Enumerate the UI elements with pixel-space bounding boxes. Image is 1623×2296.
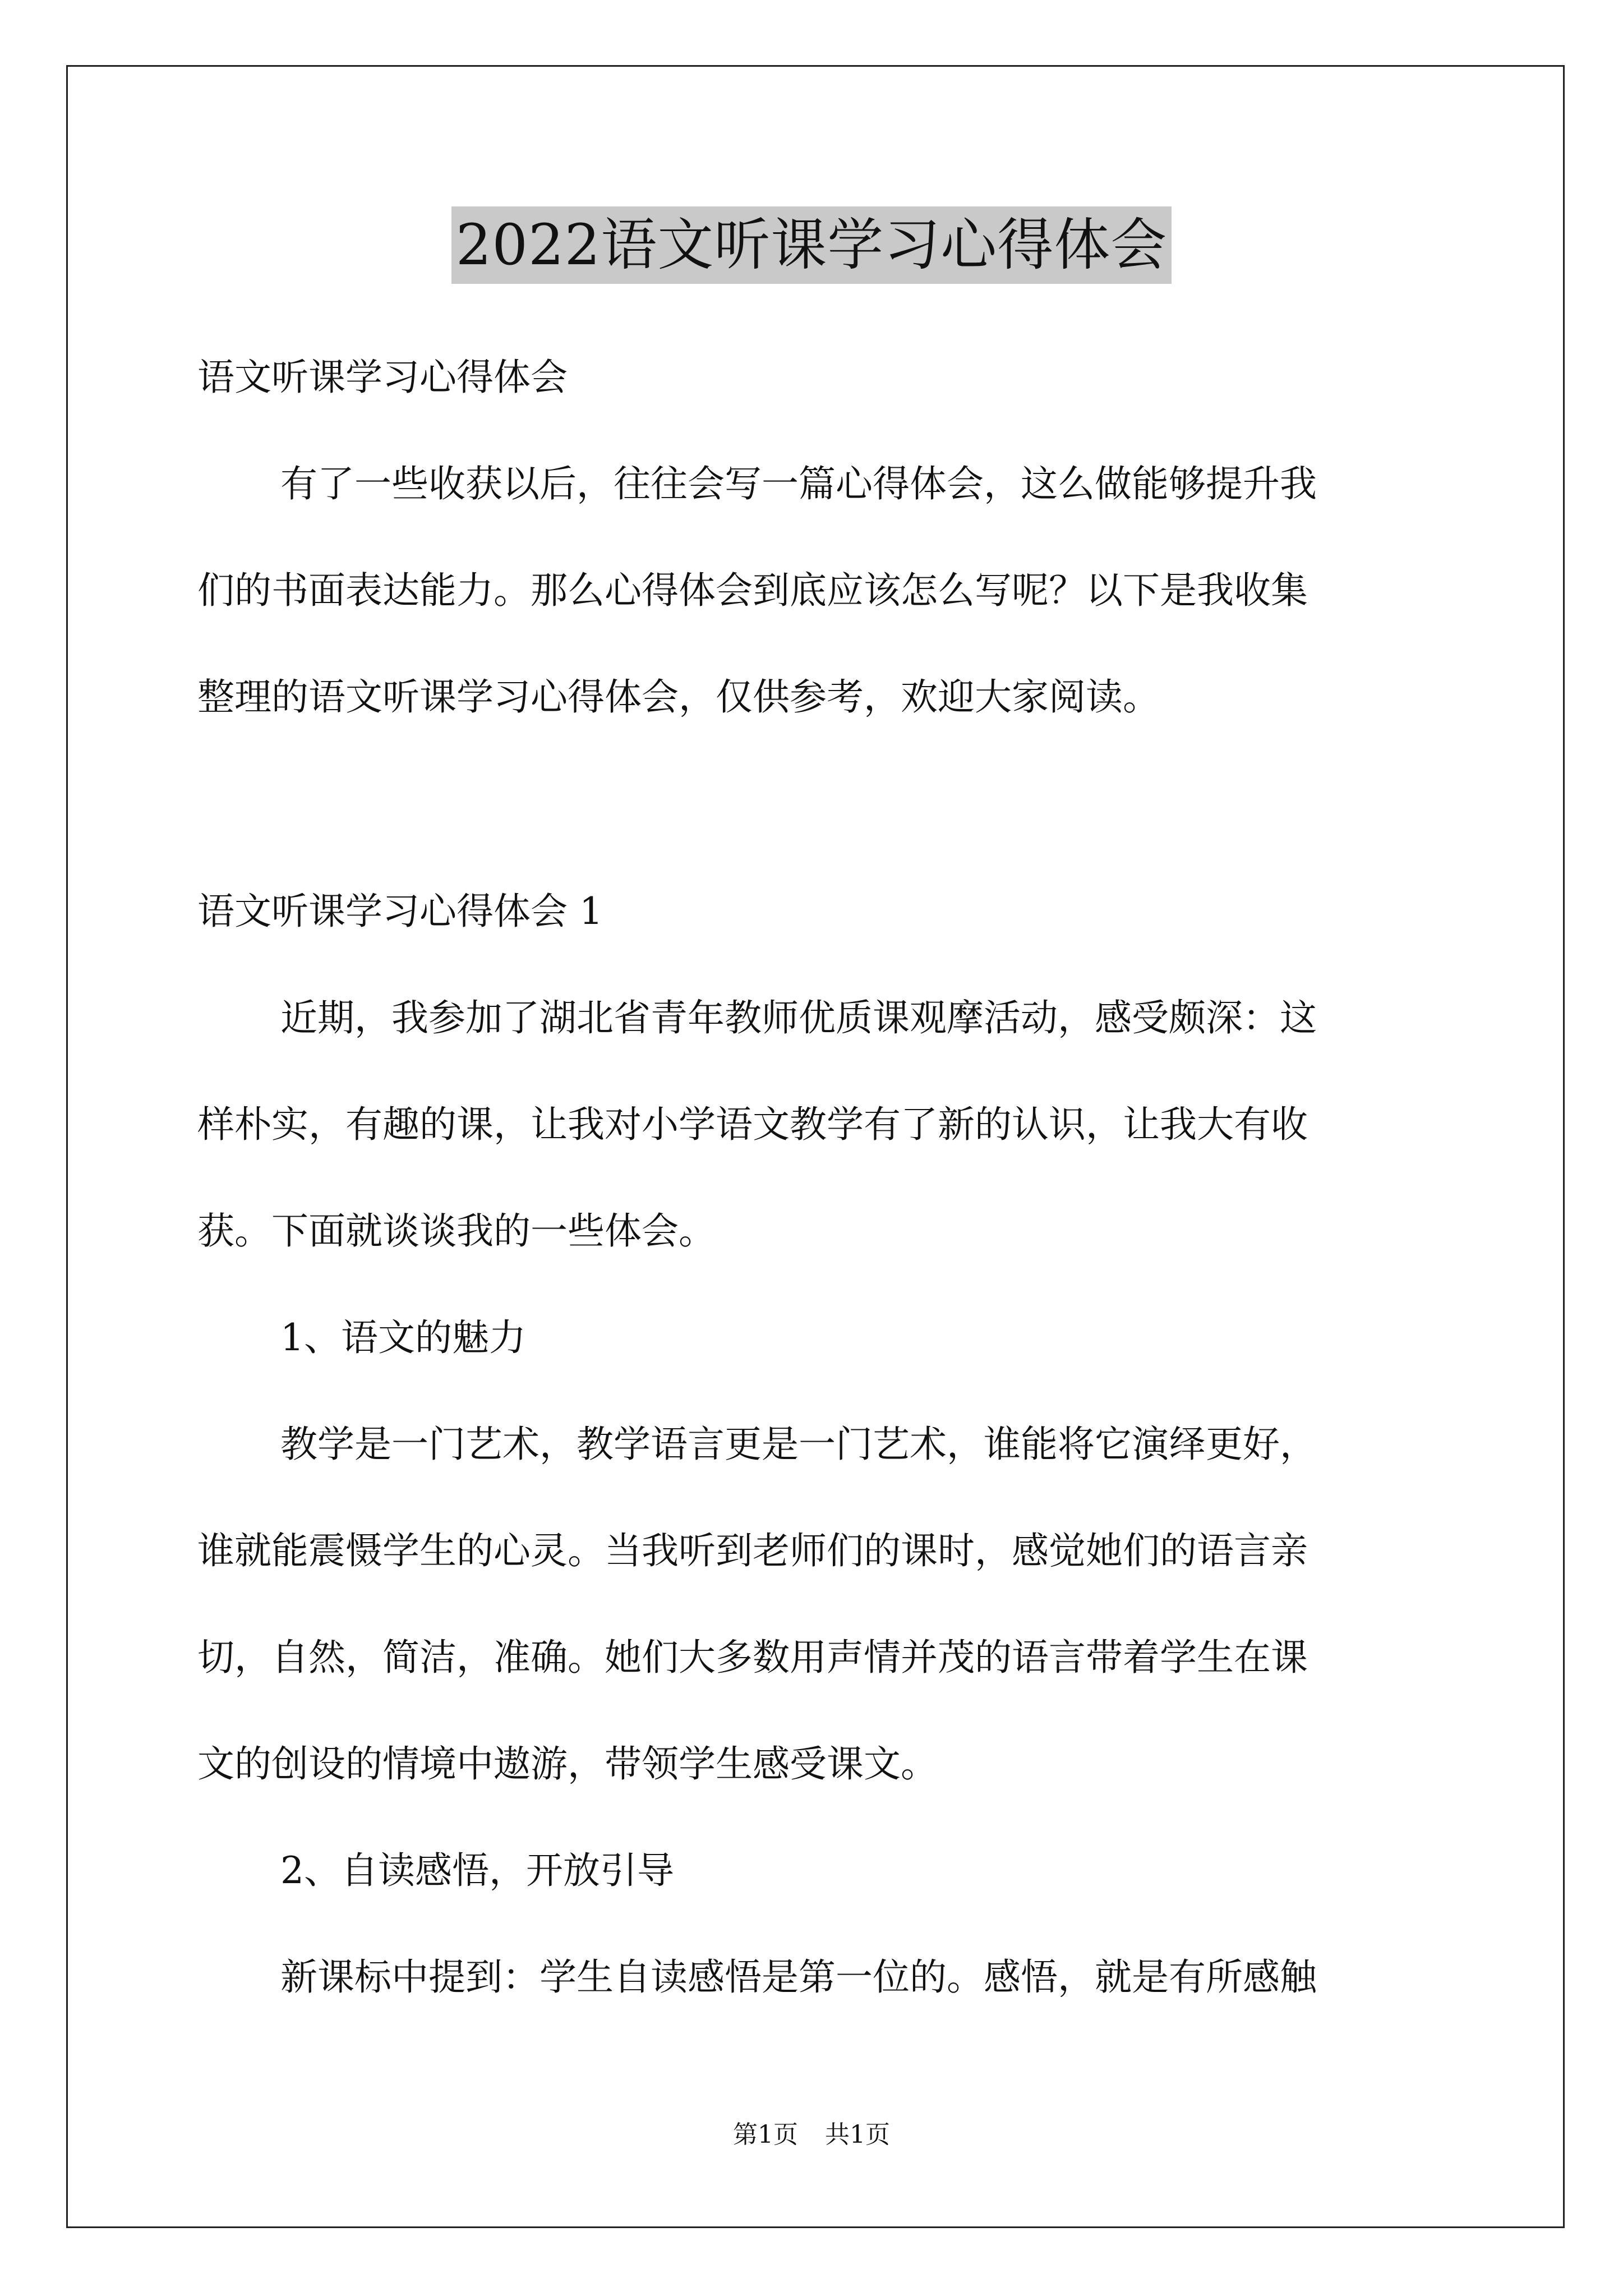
page-footer (0, 2118, 1623, 2152)
point-heading: 2、自读感悟，开放引导 (280, 1849, 674, 1892)
intro-line: 整理的语文听课学习心得体会，仅供参考，欢迎大家阅读。 (197, 675, 1160, 719)
document-subtitle: 语文听课学习心得体会 (197, 356, 568, 399)
paragraph-line: 谁就能震慑学生的心灵。当我听到老师们的课时，感觉她们的语言亲 (197, 1529, 1308, 1572)
paragraph-line: 近期，我参加了湖北省青年教师优质课观摩活动，感受颇深：这 (280, 996, 1317, 1039)
paragraph-line: 新课标中提到：学生自读感悟是第一位的。感悟，就是有所感触 (280, 1955, 1317, 1999)
page-number: 第1页 (733, 2120, 798, 2149)
paragraph-line: 切，自然，简洁，准确。她们大多数用声情并茂的语言带着学生在课 (197, 1636, 1308, 1679)
section-heading: 语文听课学习心得体会 1 (197, 890, 603, 933)
paragraph-line: 文的创设的情境中遨游，带领学生感受课文。 (197, 1742, 938, 1786)
title-block (0, 206, 1623, 284)
paragraph-line: 样朴实，有趣的课，让我对小学语文教学有了新的认识，让我大有收 (197, 1103, 1308, 1146)
page-total: 共1页 (825, 2120, 890, 2149)
paragraph-line: 获。下面就谈谈我的一些体会。 (197, 1209, 716, 1253)
intro-line: 有了一些收获以后，往往会写一篇心得体会，这么做能够提升我 (280, 462, 1317, 505)
intro-line: 们的书面表达能力。那么心得体会到底应该怎么写呢？以下是我收集 (197, 569, 1308, 612)
paragraph-line: 教学是一门艺术，教学语言更是一门艺术，谁能将它演绎更好， (280, 1423, 1317, 1466)
document-title: 2022语文听课学习心得体会 (451, 206, 1172, 284)
point-heading: 1、语文的魅力 (280, 1316, 526, 1359)
